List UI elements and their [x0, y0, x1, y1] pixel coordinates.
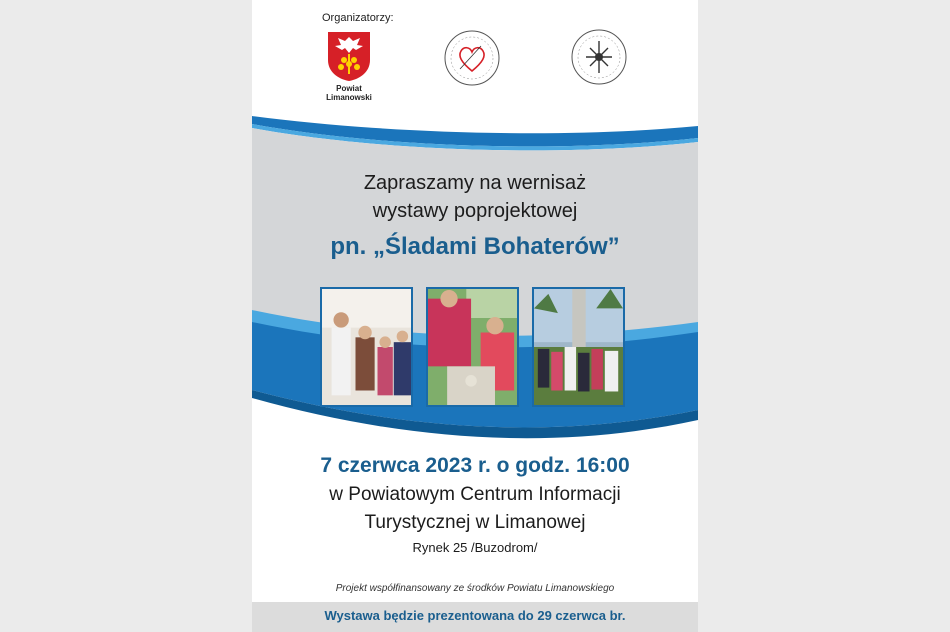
crest-caption	[314, 84, 384, 102]
exhibition-dates: Wystawa będzie prezentowana do 29 czerwca br.	[324, 608, 626, 623]
organizers-label: Organizatorzy:	[322, 12, 394, 24]
exhibition-title: pn. „Śladami Bohaterów”	[330, 233, 620, 260]
event-date: 7 czerwca 2023 r. o godz. 16:00	[320, 454, 630, 477]
event-photo-2	[426, 287, 519, 407]
crest-caption-line1: Powiat	[336, 84, 362, 93]
invitation-line2: wystawy poprojektowej	[372, 200, 578, 222]
funding-note: Projekt współfinansowany ze środków Powiatu Limanowskiego	[335, 583, 615, 594]
poster	[252, 0, 698, 632]
eagle-crest-icon	[326, 30, 372, 82]
needle-seal-icon	[570, 28, 628, 86]
invitation-line1: Zapraszamy na wernisaż	[363, 172, 587, 194]
event-photo-3	[532, 287, 625, 407]
event-photo-1	[320, 287, 413, 407]
venue-line1: w Powiatowym Centrum Informacji	[329, 484, 621, 505]
crest-caption-line2: Limanowski	[326, 93, 372, 102]
venue-address: Rynek 25 /Buzodrom/	[412, 540, 538, 555]
heart-seal-icon	[443, 29, 501, 87]
venue-line2: Turystycznej w Limanowej	[364, 512, 586, 533]
